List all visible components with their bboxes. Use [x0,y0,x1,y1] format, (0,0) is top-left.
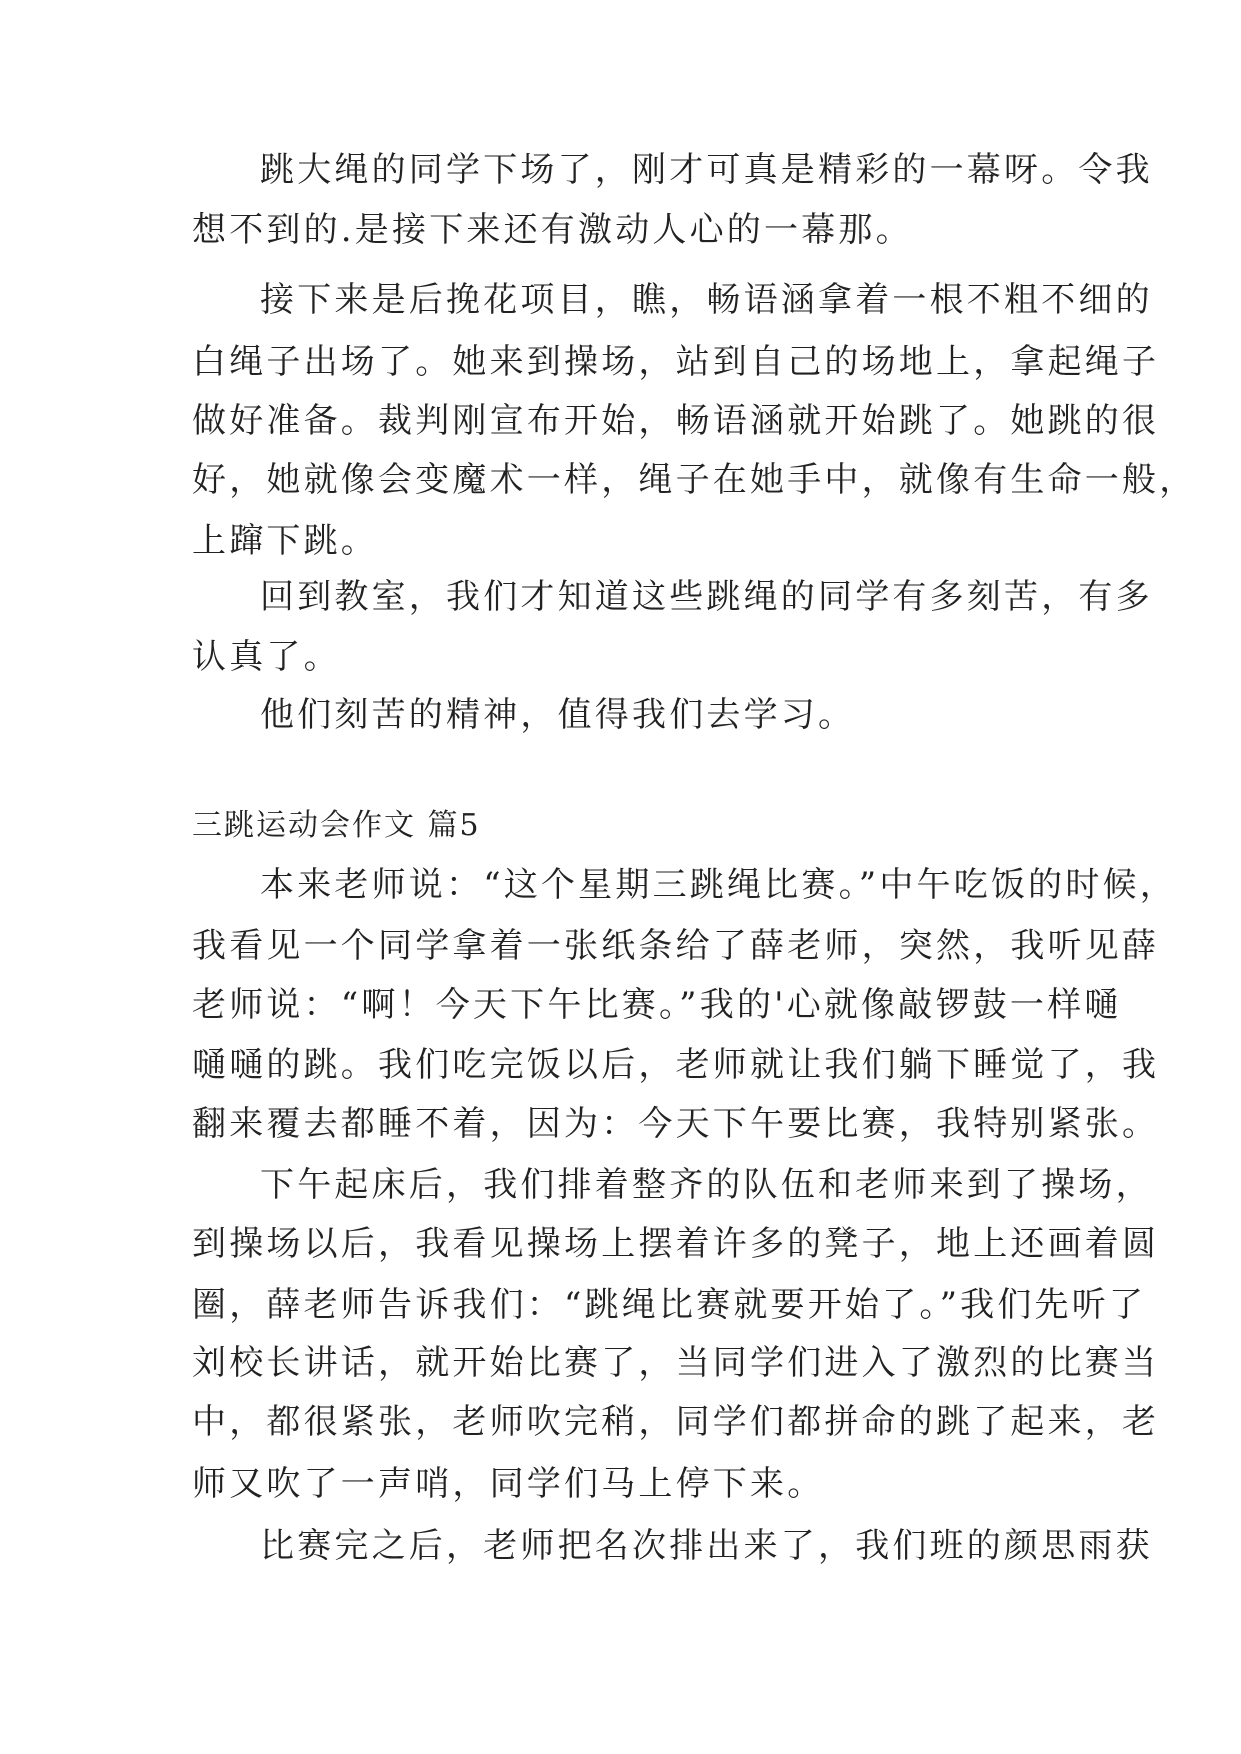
text-line: 老师说：“啊！今天下午比赛。”我的'心就像敲锣鼓一样嗵 [192,985,1122,1025]
text-line: 师又吹了一声哨，同学们马上停下来。 [192,1464,825,1504]
text-line: 我看见一个同学拿着一张纸条给了薛老师，突然，我听见薛 [192,926,1160,966]
text-line: 本来老师说：“这个星期三跳绳比赛。”中午吃饭的时候， [260,865,1177,905]
text-line: 翻来覆去都睡不着，因为：今天下午要比赛，我特别紧张。 [192,1104,1160,1144]
text-line: 好，她就像会变魔术一样，绳子在她手中，就像有生命一般， [192,460,1197,500]
text-line: 圈，薛老师告诉我们：“跳绳比赛就要开始了。”我们先听了 [192,1285,1147,1325]
text-line: 接下来是后挽花项目，瞧，畅语涵拿着一根不粗不细的 [260,280,1153,320]
text-line: 嗵嗵的跳。我们吃完饭以后，老师就让我们躺下睡觉了，我 [192,1045,1160,1085]
text-line: 想不到的.是接下来还有激动人心的一幕那。 [192,210,913,250]
text-line: 跳大绳的同学下场了，刚才可真是精彩的一幕呀。令我 [260,150,1153,190]
text-line: 下午起床后，我们排着整齐的队伍和老师来到了操场， [260,1165,1153,1205]
text-line: 上蹿下跳。 [192,521,378,561]
text-line: 他们刻苦的精神，值得我们去学习。 [260,695,856,735]
text-line: 回到教室，我们才知道这些跳绳的同学有多刻苦，有多 [260,577,1153,617]
text-line: 认真了。 [192,637,341,677]
text-line: 做好准备。裁判刚宣布开始，畅语涵就开始跳了。她跳的很 [192,401,1160,441]
text-line: 白绳子出场了。她来到操场，站到自己的场地上，拿起绳子 [192,342,1160,382]
text-line: 到操场以后，我看见操场上摆着许多的凳子，地上还画着圆 [192,1224,1160,1264]
text-line: 比赛完之后，老师把名次排出来了，我们班的颜思雨获 [260,1526,1153,1566]
text-line: 刘校长讲话，就开始比赛了，当同学们进入了激烈的比赛当 [192,1343,1160,1383]
section-heading: 三跳运动会作文 篇5 [192,808,481,843]
text-line: 中，都很紧张，老师吹完稍，同学们都拼命的跳了起来，老 [192,1402,1160,1442]
